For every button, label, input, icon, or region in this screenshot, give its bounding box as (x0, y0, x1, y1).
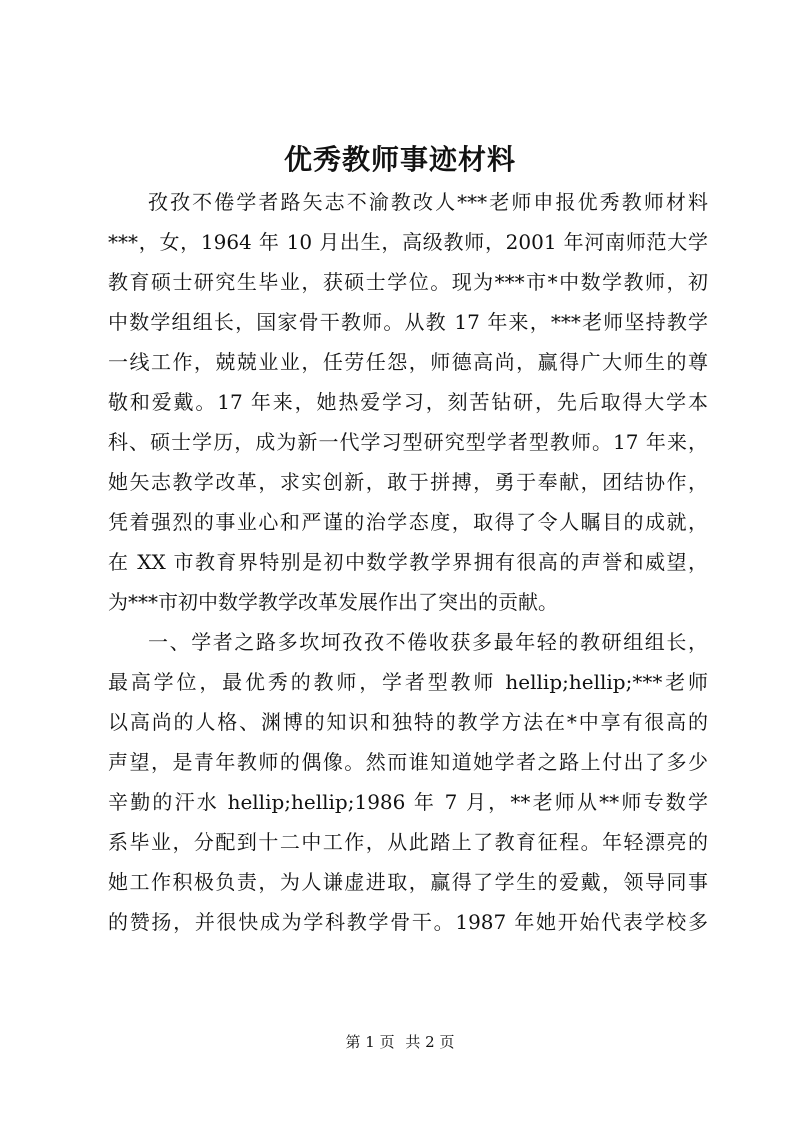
body-line: 辛勤的汗水 hellip;hellip;1986 年 7 月，**老师从**师专数学 (108, 790, 708, 814)
document-title: 优秀教师事迹材料 (283, 143, 516, 176)
page-footer (0, 1031, 800, 1052)
body-line: 中数学组组长，国家骨干教师。从教 17 年来，***老师坚持教学 (108, 310, 708, 334)
body-line: 她工作积极负责，为人谦虚进取，赢得了学生的爱戴，领导同事 (108, 870, 708, 894)
body-line: 她矢志教学改革，求实创新，敢于拼搏，勇于奉献，团结协作， (108, 470, 708, 494)
body-line: 系毕业，分配到十二中工作，从此踏上了教育征程。年轻漂亮的 (108, 830, 708, 854)
body-line: 科、硕士学历，成为新一代学习型研究型学者型教师。17 年来， (108, 430, 708, 454)
body-line: 最高学位，最优秀的教师，学者型教师 hellip;hellip;***老师 (108, 670, 708, 694)
body-line: 凭着强烈的事业心和严谨的治学态度，取得了令人瞩目的成就， (108, 510, 708, 534)
body-line: 在 XX 市教育界特别是初中数学教学界拥有很高的声誉和威望， (108, 550, 708, 574)
body-line: 一线工作，兢兢业业，任劳任怨，师德高尚，赢得广大师生的尊 (108, 350, 708, 374)
body-line: 一、学者之路多坎坷孜孜不倦收获多最年轻的教研组组长， (148, 630, 708, 654)
page-total: 共 2 页 (405, 1033, 455, 1051)
body-line: 声望，是青年教师的偶像。然而谁知道她学者之路上付出了多少 (108, 750, 708, 774)
body-line: ***，女，1964 年 10 月出生，高级教师，2001 年河南师范大学 (108, 230, 708, 254)
body-line: 敬和爱戴。17 年来，她热爱学习，刻苦钻研，先后取得大学本 (108, 390, 708, 414)
body-line: 教育硕士研究生毕业，获硕士学位。现为***市*中数学教师，初 (108, 270, 708, 294)
body-line: 孜孜不倦学者路矢志不渝教改人***老师申报优秀教师材料 (148, 190, 708, 214)
page-number: 第 1 页 (345, 1033, 395, 1051)
body-line: 的赞扬，并很快成为学科教学骨干。1987 年她开始代表学校多 (108, 910, 708, 934)
body-line: 以高尚的人格、渊博的知识和独特的教学方法在*中享有很高的 (108, 710, 708, 734)
body-line: 为***市初中数学教学改革发展作出了突出的贡献。 (108, 590, 558, 614)
